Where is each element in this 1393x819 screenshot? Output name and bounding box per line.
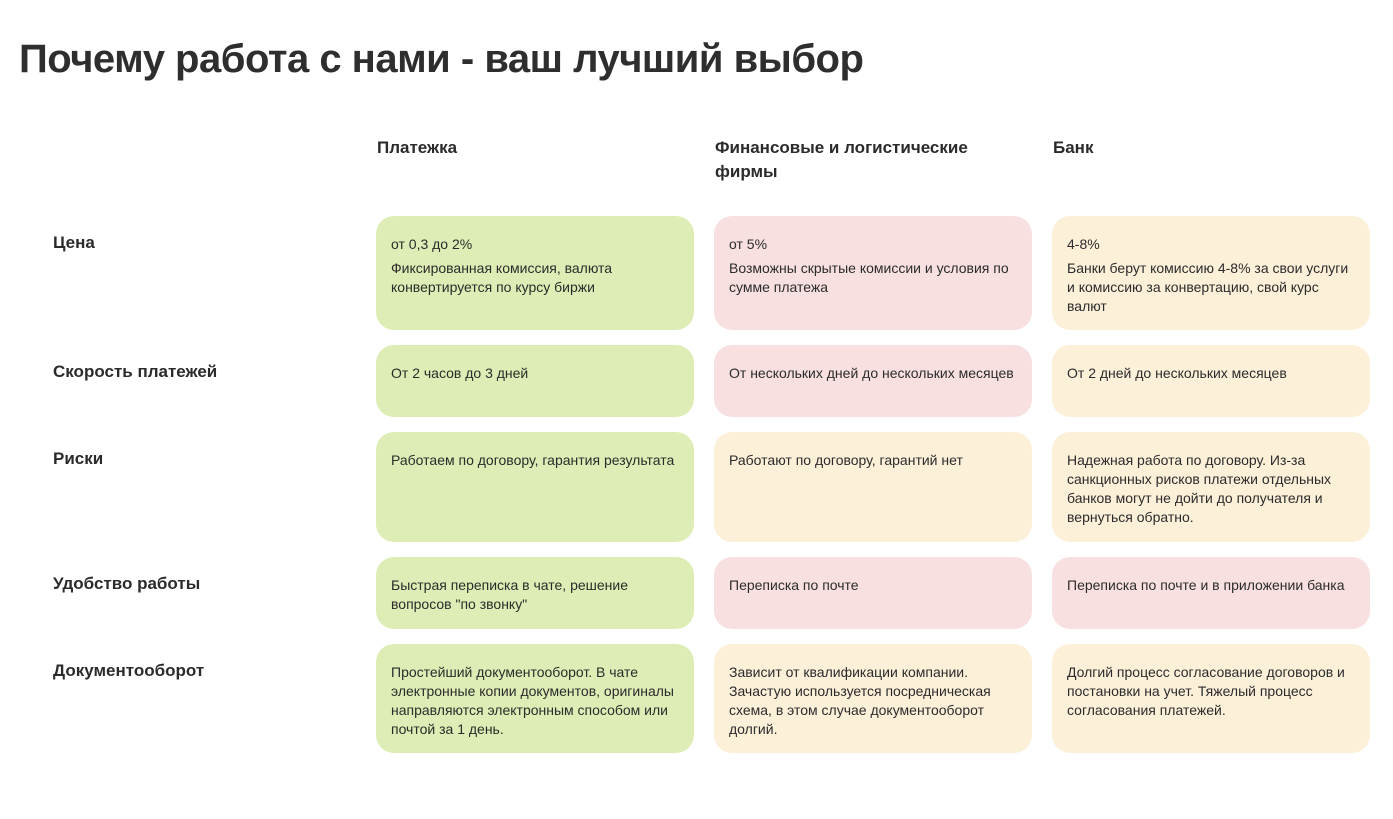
cell-text: Переписка по почте	[729, 577, 859, 593]
cell-text: Банки берут комиссию 4-8% за свои услуги и комиссию за конвертацию, свой курс валют	[1067, 260, 1349, 314]
cell-risks-bank	[1052, 432, 1370, 542]
cell-price-bank	[1052, 216, 1370, 330]
cell-title: 4-8%	[1067, 236, 1100, 252]
cell-text: Работают по договору, гарантий нет	[729, 452, 963, 468]
cell-risks-finance-firms	[714, 432, 1032, 542]
cell-convenience-bank	[1052, 557, 1370, 629]
cell-text: От 2 часов до 3 дней	[391, 365, 529, 381]
cell-title: от 0,3 до 2%	[391, 236, 473, 252]
cell-speed-bank	[1052, 345, 1370, 417]
cell-convenience-finance-firms	[714, 557, 1032, 629]
row-label-payment-speed: Скорость платежей	[53, 362, 218, 381]
cell-price-payment-agent	[376, 216, 694, 330]
cell-text: Работаем по договору, гарантия результата	[391, 452, 675, 468]
cell-title: от 5%	[729, 236, 768, 252]
row-label-price: Цена	[53, 233, 95, 252]
cell-text: От 2 дней до нескольких месяцев	[1067, 365, 1287, 381]
cell-text: Переписка по почте и в приложении банка	[1067, 577, 1345, 593]
cell-docflow-payment-agent	[376, 644, 694, 753]
row-label-document-flow: Документооборот	[53, 661, 205, 680]
cell-text: Надежная работа по договору. Из-за санкционных рисков платежи отдельных банков могут не дойти до получателя и вернуться обратно.	[1067, 452, 1332, 525]
cell-convenience-payment-agent	[376, 557, 694, 629]
cell-text: Быстрая переписка в чате, решение вопросов "по звонку"	[391, 577, 629, 612]
cell-text: Долгий процесс согласование договоров и постановки на учет. Тяжелый процесс согласования платежей.	[1067, 664, 1345, 718]
cell-text: Фиксированная комиссия, валюта конвертируется по курсу биржи	[391, 260, 613, 295]
cell-docflow-finance-firms	[714, 644, 1032, 753]
cell-text: От нескольких дней до нескольких месяцев	[729, 365, 1014, 381]
row-label-convenience: Удобство работы	[53, 574, 201, 593]
column-header-payment-agent: Платежка	[377, 138, 458, 157]
column-header-bank: Банк	[1053, 138, 1094, 157]
row-label-risks: Риски	[53, 449, 104, 468]
cell-text: Возможны скрытые комиссии и условия по сумме платежа	[729, 260, 1009, 295]
cell-speed-finance-firms	[714, 345, 1032, 417]
column-header-finance-logistics-firms: Финансовые и логистические фирмы	[715, 138, 968, 181]
cell-text: Зависит от квалификации компании. Зачастую используется посредническая схема, в этом случае документооборот долгий.	[729, 664, 991, 737]
cell-speed-payment-agent	[376, 345, 694, 417]
page-title: Почему работа с нами - ваш лучший выбор	[19, 37, 864, 81]
cell-docflow-bank	[1052, 644, 1370, 753]
cell-price-finance-firms	[714, 216, 1032, 330]
cell-text: Простейший документооборот. В чате электронные копии документов, оригиналы направляются электронным способом или почтой за 1 день.	[391, 664, 674, 737]
cell-risks-payment-agent	[376, 432, 694, 542]
